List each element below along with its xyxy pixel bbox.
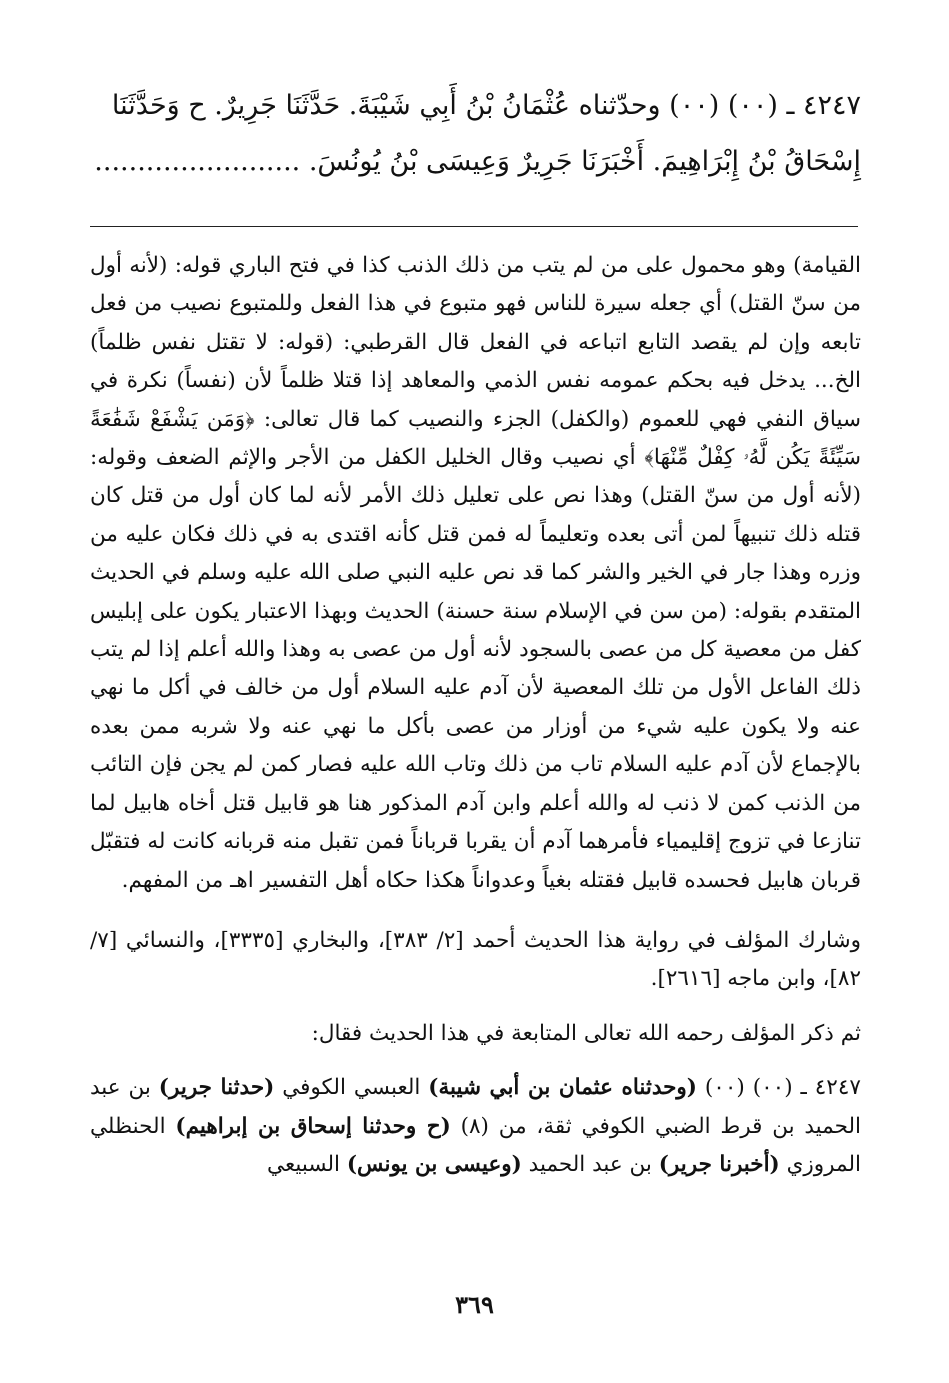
hadith-number: ٤٢٤٧ ـ (٠٠) (٠٠) [704,1075,861,1101]
commentary-paragraph-2: وشارك المؤلف في رواية هذا الحديث أحمد [٢/ ٣٨٣]، والبخاري [٣٣٣٥]، والنسائي [٧/ ٨٢]، وابن ماجه [٢٦١٦]. [90,927,862,992]
narrator-note-2: بن عبد الحميد بن قرط الضبي الكوفي ثقة، من (٨) [90,1075,861,1139]
commentary [90,247,861,1184]
narrator-note-1: العبسي الكوفي [282,1075,421,1101]
narrator-chain-2: (حدثنا جرير) [158,1075,275,1101]
page-number: ٣٦٩ [455,1290,494,1319]
narrator-chain-4: (أخبرنا جرير) [658,1151,780,1177]
hadith-line-1: ٤٢٤٧ ـ (٠٠) (٠٠) وحدّثناه عُثْمَانُ بْنُ أَبِي شَيْبَةَ. حَدَّثَنَا جَرِيرٌ. ح وَحَدَّثَنَا [111,90,861,121]
narrator-note-5: السبيعي [267,1151,341,1177]
narrator-note-3: الحنظلي المروزي [90,1113,861,1177]
narrator-chain-3: (ح وحدثنا إسحاق بن إبراهيم) [175,1113,451,1139]
narrator-chain-5: (وعيسى بن يونس) [346,1151,522,1177]
narrator-chain-1: (وحدثناه عثمان بن أبي شيبة) [428,1075,697,1101]
commentary-paragraph-1: القيامة) وهو محمول على من لم يتب من ذلك الذنب كذا في فتح الباري قوله: (لأنه أول من سنّ القتل) أي جعله سيرة للناس فهو متبوع في هذا الفعل وللمتبوع نصيب من فعل تابعه وإن لم يقصد التابع اتباعه في الفعل قال القرطبي: (قوله: لا تقتل نفس ظلماً) الخ... يدخل فيه بحكم عمومه نفس الذمي والمعاهد إذا قتلا ظلماً لأن (نفساً) نكرة في سياق النفي فهي للعموم (والكفل) الجزء والنصيب كما قال تعالى: ﴿وَمَن يَشْفَعْ شَفَٰعَةً سَيِّئَةً يَكُن لَّهُۥ كِفْلٌ مِّنْهَا﴾ أي نصيب وقال الخليل الكفل من الأجر والإثم الضعف وقوله: (لأنه أول من سنّ القتل) وهذا نص على تعليل ذلك الأمر لأنه لما كان أول من قتل كان قتله ذلك تنبيهاً لمن أتى بعده وتعليماً له فمن قتل كأنه اقتدى به في ذلك فكان عليه من وزره وهذا جار في الخير والشر كما قد نص عليه النبي صلى الله عليه وسلم في الحديث المتقدم بقوله: (من سن في الإسلام سنة حسنة) الحديث وبهذا الاعتبار يكون على إبليس كفل من معصية كل من عصى بالسجود لأنه أول من عصى به وهذا والله أعلم إذا لم يتب ذلك الفاعل الأول من تلك المعصية لأن آدم عليه السلام أول من خالف في أكل ما نهي عنه ولا يكون عليه شيء من أوزار من عصى بأكل ما نهي عنه ولا شربه ممن بعده بالإجماع لأن آدم عليه السلام تاب من ذلك وتاب الله عليه فصار كمن لم يجن فإن التائب من الذنب كمن لا ذنب له والله أعلم وابن آدم المذكور هنا هو قابيل قتل أخاه هابيل لما تنازعا في تزوج إقليمياء فأمرهما آدم أن يقربا قرباناً فمن تقبل منه قربانه كانت له فتقبّل قربان هابيل فحسده قابيل فقتله بغياً وعدواناً هكذا حكاه أهل التفسير اهـ من المفهم. [90,253,861,893]
footnote-separator [90,226,858,227]
hadith-line-2: إِسْحَاقُ بْنُ إِبْرَاهِيمَ. أَخْبَرَنَا جَرِيرٌ وَعِيسَى بْنُ يُونُسَ. ........................ [94,146,861,177]
hadith-text [90,78,861,190]
narrator-note-4: بن عبد الحميد [528,1151,652,1177]
commentary-paragraph-3: ثم ذكر المؤلف رحمه الله تعالى المتابعة في هذا الحديث فقال: [311,1020,861,1046]
commentary-paragraph-4 [90,1069,861,1184]
